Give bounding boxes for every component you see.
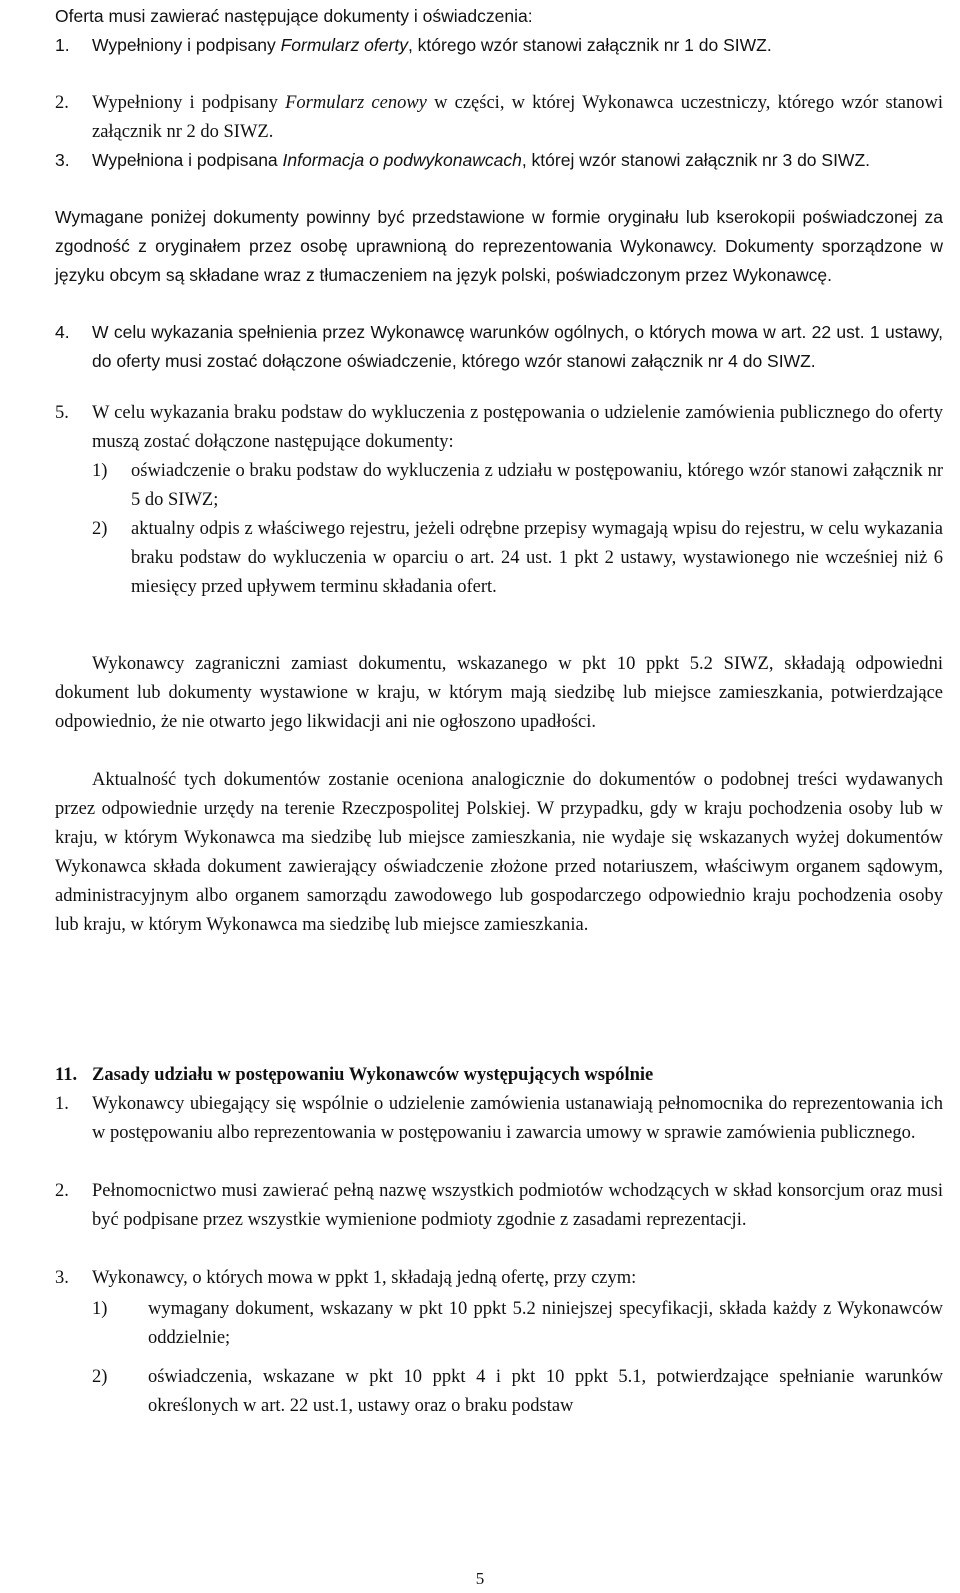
page-number: 5: [475, 1569, 485, 1588]
item-3-number: 3.: [55, 150, 70, 170]
required-docs-paragraph: Wymagane poniżej dokumenty powinny być przedstawione w formie oryginału lub kserokopii poświadczonej za zgodność z oryginałem przez osobę uprawnioną do reprezentowania Wykonawcy. Dokumenty sporządzone w języku obcym są składane wraz z tłumaczeniem na język polski, poświadczonym przez Wykonawcę.: [55, 207, 944, 285]
section-11-number: 11.: [55, 1065, 78, 1085]
item-1-text: Wypełniony i podpisany Formularz oferty, którego wzór stanowi załącznik nr 1 do SIWZ.: [92, 35, 772, 55]
section-11-sub-1-number: 1): [92, 1299, 108, 1319]
item-5-text: W celu wykazania braku podstaw do wykluczenia z postępowania o udzielenie zamówienia publicznego do oferty muszą zostać dołączone następujące dokumenty:: [92, 403, 943, 452]
item-4-number: 4.: [55, 322, 70, 342]
item-1-number: 1.: [55, 35, 70, 55]
section-11-sub-2-text: oświadczenia, wskazane w pkt 10 ppkt 4 i pkt 10 ppkt 5.1, potwierdzające spełnianie warunków określonych w art. 22 ust.1, ustawy oraz o braku podstaw: [148, 1367, 943, 1416]
section-11-sub-1-text: wymagany dokument, wskazany w pkt 10 ppkt 5.2 niniejszej specyfikacji, składa każdy z Wykonawców oddzielnie;: [148, 1299, 943, 1348]
item-5-sub-2-number: 2): [92, 519, 108, 539]
intro-text: Oferta musi zawierać następujące dokumenty i oświadczenia:: [55, 6, 533, 26]
section-11-item-1-number: 1.: [55, 1094, 69, 1114]
section-11-item-2-number: 2.: [55, 1181, 69, 1201]
section-11-item-3-text: Wykonawcy, o których mowa w ppkt 1, składają jedną ofertę, przy czym:: [92, 1268, 637, 1288]
item-3-emphasis: Informacja o podwykonawcach: [282, 150, 522, 170]
validity-paragraph: Aktualność tych dokumentów zostanie oceniona analogicznie do dokumentów o podobnej treści wydawanych przez odpowiednie urzędy na terenie Rzeczpospolitej Polskiej. W przypadku, gdy w kraju pochodzenia osoby lub w kraju, w którym Wykonawca ma siedzibę lub miejsce zamieszkania, nie wydaje się wskazanych wyżej dokumentów Wykonawca składa dokument zawierający oświadczenie złożone przed notariuszem, właściwym organem sądowym, administracyjnym albo organem samorządu zawodowego lub gospodarczego odpowiednio kraju pochodzenia osoby lub kraju, w którym Wykonawca ma siedzibę lub miejsce zamieszkania.: [55, 770, 943, 935]
item-1-emphasis: Formularz oferty: [280, 35, 408, 55]
section-11-title: Zasady udziału w postępowaniu Wykonawców występujących wspólnie: [92, 1065, 654, 1085]
section-11-item-1-text: Wykonawcy ubiegający się wspólnie o udzielenie zamówienia ustanawiają pełnomocnika do reprezentowania ich w postępowaniu albo reprezentowania w postępowaniu i zawarcia umowy w sprawie zamówienia publicznego.: [92, 1094, 943, 1143]
item-5-sub-1-text: oświadczenie o braku podstaw do wykluczenia z udziału w postępowaniu, którego wzór stanowi załącznik nr 5 do SIWZ;: [131, 461, 943, 510]
item-2-emphasis: Formularz cenowy: [285, 93, 427, 113]
item-2-text: Wypełniony i podpisany Formularz cenowy w części, w której Wykonawca uczestniczy, którego wzór stanowi załącznik nr 2 do SIWZ.: [92, 93, 943, 142]
foreign-contractors-paragraph: Wykonawcy zagraniczni zamiast dokumentu, wskazanego w pkt 10 ppkt 5.2 SIWZ, składają odpowiedni dokument lub dokumenty wystawione w kraju, w którym mają siedzibę lub miejsce zamieszkania, potwierdzające odpowiednio, że nie otwarto jego likwidacji ani nie ogłoszono upadłości.: [55, 654, 943, 732]
item-2-number: 2.: [55, 93, 69, 113]
item-5-sub-2-text: aktualny odpis z właściwego rejestru, jeżeli odrębne przepisy wymagają wpisu do rejestru, w celu wykazania braku podstaw do wykluczenia w oparciu o art. 24 ust. 1 pkt 2 ustawy, wystawionego nie wcześniej niż 6 miesięcy przed upływem terminu składania ofert.: [131, 519, 943, 597]
item-4-text: W celu wykazania spełnienia przez Wykonawcę warunków ogólnych, o których mowa w art. 22 ust. 1 ustawy, do oferty musi zostać dołączone oświadczenie, którego wzór stanowi załącznik nr 4 do SIWZ.: [92, 322, 943, 371]
item-5-number: 5.: [55, 403, 69, 423]
section-11-item-3-number: 3.: [55, 1268, 69, 1288]
section-11-item-2-text: Pełnomocnictwo musi zawierać pełną nazwę wszystkich podmiotów wchodzących w skład konsorcjum oraz musi być podpisane przez wszystkie wymienione podmioty zgodnie z zasadami reprezentacji.: [92, 1181, 943, 1230]
item-3-text: Wypełniona i podpisana Informacja o podwykonawcach, której wzór stanowi załącznik nr 3 do SIWZ.: [92, 150, 870, 170]
item-5-sub-1-number: 1): [92, 461, 108, 481]
section-11-sub-2-number: 2): [92, 1367, 108, 1387]
